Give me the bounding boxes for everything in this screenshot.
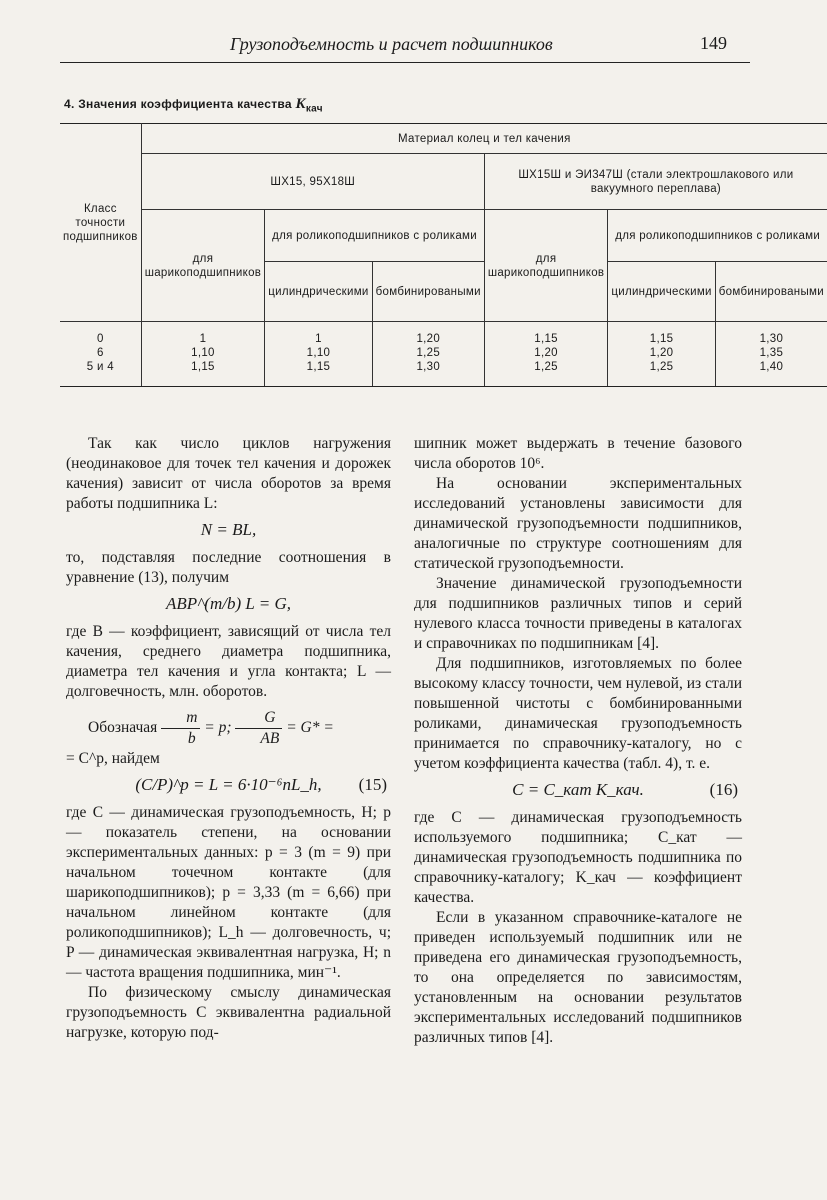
cell-g2-ball	[484, 322, 608, 387]
table-cell: 1,25	[649, 361, 674, 373]
notation-line	[66, 708, 391, 749]
table-cell: 1,15	[534, 333, 558, 345]
notation-text: Обозначая	[88, 719, 158, 737]
paragraph: где B — коэффициент, зависящий от числа тел качения, среднего диаметра подшипника, диаметра тел качения и угла контакта; L — долговечность, млн. оборотов.	[66, 623, 391, 700]
cell-classes	[60, 322, 141, 387]
subheader-barrel-1: бомбинироваными	[372, 262, 484, 322]
notation-text: = G* =	[286, 719, 334, 737]
paragraph: По физическому смыслу динамическая грузоподъемность C эквивалентна радиальной нагрузке, которую под-	[66, 984, 391, 1041]
table-cell: 1,20	[649, 347, 674, 359]
fraction-m-b	[161, 708, 200, 749]
table-cell: 5 и 4	[86, 361, 114, 373]
subheader-cyl-1: цилиндрическими	[265, 262, 372, 322]
paragraph: Для подшипников, изготовляемых по более высокому классу точности, чем нулевой, из стали повышенной чистоты с бомбинированными роликами, динамическая грузоподъемность принимается по справочнику-каталогу, но с учетом коэффициента качества (табл. 4), т. е.	[414, 655, 742, 772]
notation-continuation: = C^p, найдем	[66, 750, 160, 767]
table-cell: 1,20	[416, 333, 441, 345]
notation-text: = p;	[204, 719, 232, 737]
paragraph: Значение динамической грузоподъемности для подшипников различных типов и серий нулевого класса точности приведены в каталогах и справочниках по подшипникам [4].	[414, 575, 742, 652]
group-header-1: ШХ15, 95Х18Ш	[141, 154, 484, 210]
paragraph: где C — динамическая грузоподъемность, Н; p — показатель степени, на основании экспериментальных данных: p = 3 (m = 9) при начальном точечном контакте (для шарикоподшипников); p = 3,33 (m = 6,66) при начальном линейном контакте (для роликоподшипников); L_h — долговечность, ч; P — динамическая эквивалентная нагрузка, Н; n — частота вращения подшипника, мин⁻¹.	[66, 804, 391, 981]
subheader-ball-1: для шарикоподшипников	[141, 210, 265, 322]
col-header-material: Материал колец и тел качения	[141, 124, 827, 154]
formula-nbl: N = BL,	[200, 520, 257, 539]
quality-coefficient-table	[60, 123, 827, 387]
subheader-barrel-2: бомбинироваными	[715, 262, 827, 322]
subheader-roller-1: для роликоподшипников с роликами	[265, 210, 485, 262]
table-cell: 1	[315, 333, 322, 345]
table-cell: 1	[199, 333, 207, 345]
table-cell: 1,25	[416, 347, 441, 359]
cell-g2-barrel	[715, 322, 827, 387]
table-caption-symbol: K	[295, 96, 306, 112]
page-number: 149	[700, 33, 727, 53]
table-cell: 1,25	[534, 361, 558, 373]
table-cell: 1,20	[534, 347, 558, 359]
cell-g1-cyl	[265, 322, 372, 387]
paragraph: то, подставляя последние соотношения в уравнение (13), получим	[66, 549, 391, 586]
table-caption-subscript: кач	[305, 103, 323, 115]
fraction-numerator: G	[235, 708, 282, 729]
fraction-denominator: b	[187, 730, 196, 747]
formula-abp: ABP^(m/b) L = G,	[165, 594, 292, 613]
equation-number: (16)	[709, 780, 738, 799]
table-cell: 1,15	[191, 361, 215, 373]
table-cell: 0	[97, 333, 104, 345]
running-header-title: Грузоподъемность и расчет подшипников	[230, 34, 553, 54]
formula-body: (C/P)^p = L = 6·10⁻⁶nL_h,	[135, 775, 322, 794]
col-header-class: Класс точности подшипников	[60, 124, 141, 322]
paragraph: Если в указанном справочнике-каталоге не приведен используемый подшипник или не приведена его динамическая грузоподъемность, то она определяется по зависимостям, установленным на основании результатов экспериментальных исследований подшипников различных типов [4].	[414, 909, 742, 1046]
table-cell: 1,30	[759, 333, 784, 345]
paragraph: где C — динамическая грузоподъемность используемого подшипника; C_кат — динамическая грузоподъемность подшипника по справочнику-каталогу; K_кач — коэффициент качества.	[414, 809, 742, 906]
table-cell: 1,35	[759, 347, 784, 359]
paragraph: Так как число циклов нагружения (неодинаковое для точек тел качения и дорожек качения) зависит от числа оборотов за время работы подшипника L:	[66, 435, 391, 512]
subheader-cyl-2: цилиндрическими	[608, 262, 715, 322]
fraction-g-ab	[235, 708, 282, 749]
table-caption	[64, 96, 323, 114]
left-column	[66, 434, 391, 1043]
table-cell: 1,10	[191, 347, 215, 359]
subheader-ball-2: для шарикоподшипников	[484, 210, 608, 322]
right-column	[414, 434, 742, 1048]
table-cell: 1,15	[306, 361, 331, 373]
paragraph: На основании экспериментальных исследований установлены зависимости для динамической грузоподъемности подшипников, аналогичные по структуре соотношениям для статической грузоподъемности.	[414, 475, 742, 572]
cell-g1-ball	[141, 322, 265, 387]
table-cell: 1,10	[306, 347, 331, 359]
formula-16	[414, 780, 742, 800]
table-cell: 6	[97, 347, 104, 359]
table-cell: 1,30	[416, 361, 441, 373]
subheader-roller-2: для роликоподшипников с роликами	[608, 210, 827, 262]
formula-15	[66, 775, 391, 795]
cell-g1-barrel	[372, 322, 484, 387]
fraction-denominator: AB	[260, 730, 280, 747]
group-header-2: ШХ15Ш и ЭИ347Ш (стали электрошлакового или вакуумного переплава)	[484, 154, 827, 210]
formula-body: C = C_кат K_кач.	[512, 780, 644, 799]
cell-g2-cyl	[608, 322, 715, 387]
paragraph: шипник может выдержать в течение базового числа оборотов 10⁶.	[414, 435, 742, 472]
table-cell: 1,40	[759, 361, 784, 373]
table-cell: 1,15	[649, 333, 674, 345]
fraction-numerator: m	[161, 708, 200, 729]
table-caption-text: 4. Значения коэффициента качества	[64, 97, 296, 111]
header-rule	[60, 62, 750, 63]
equation-number: (15)	[358, 775, 387, 794]
